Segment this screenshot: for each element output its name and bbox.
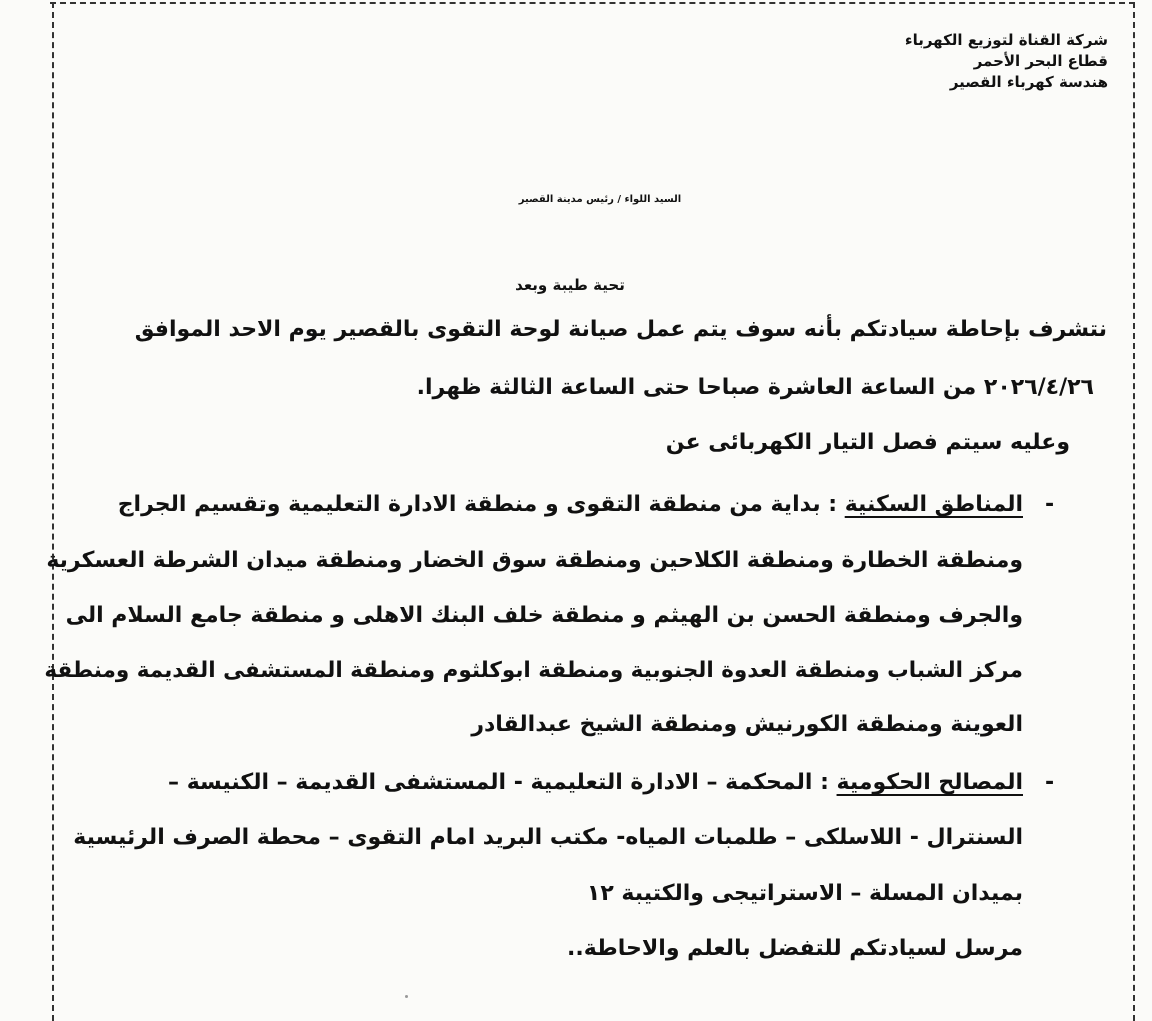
residential-line: مركز الشباب ومنطقة العدوة الجنوبية ومنطقة ابوكلثوم ومنطقة المستشفى القديمة ومنطقة xyxy=(44,658,1023,683)
bullet-government: - xyxy=(1045,770,1055,795)
cutoff-line: وعليه سيتم فصل التيار الكهربائى عن xyxy=(665,430,1070,455)
residential-first-text: : بداية من منطقة التقوى و منطقة الادارة التعليمية وتقسيم الجراج xyxy=(117,492,845,517)
residential-heading: المناطق السكنية xyxy=(844,492,1023,517)
residential-first-line xyxy=(118,489,1023,521)
intro-line-1: نتشرف بإحاطة سيادتكم بأنه سوف يتم عمل صيانة لوحة التقوى بالقصير يوم الاحد الموافق xyxy=(134,317,1107,342)
organization-header xyxy=(905,30,1108,93)
closing-line: مرسل لسيادتكم للتفضل بالعلم والاحاطة.. xyxy=(567,936,1023,961)
dashed-frame-left xyxy=(52,2,54,1021)
paper-speck xyxy=(405,995,408,998)
residential-line: العوينة ومنطقة الكورنيش ومنطقة الشيخ عبدالقادر xyxy=(471,712,1023,737)
addressee-title: السيد اللواء / رئيس مدينة القصير xyxy=(518,194,682,205)
government-line: السنترال - اللاسلكى – طلمبات المياه- مكتب البريد امام التقوى – محطة الصرف الرئيسية xyxy=(73,825,1023,850)
org-sector: قطاع البحر الأحمر xyxy=(973,52,1108,70)
intro-line-2: ٢٠٢٦/٤/٢٦ من الساعة العاشرة صباحا حتى الساعة الثالثة ظهرا. xyxy=(416,375,1094,400)
government-heading: المصالح الحكومية xyxy=(836,770,1023,795)
greeting: تحية طيبة وبعد xyxy=(515,276,625,294)
dashed-frame-top xyxy=(50,2,1135,4)
dashed-frame-right xyxy=(1133,2,1135,1021)
org-department: هندسة كهرباء القصير xyxy=(949,73,1108,91)
bullet-residential: - xyxy=(1045,492,1055,517)
government-first-text: : المحكمة – الادارة التعليمية - المستشفى القديمة – الكنيسة – xyxy=(168,770,837,795)
government-line: بميدان المسلة – الاستراتيجى والكتيبة ١٢ xyxy=(586,881,1023,906)
org-company: شركة القناة لتوزيع الكهرباء xyxy=(904,31,1108,49)
government-first-line xyxy=(168,767,1023,799)
residential-line: والجرف ومنطقة الحسن بن الهيثم و منطقة خلف البنك الاهلى و منطقة جامع السلام الى xyxy=(65,603,1023,628)
residential-line: ومنطقة الخطارة ومنطقة الكلاحين ومنطقة سوق الخضار ومنطقة ميدان الشرطة العسكرية xyxy=(46,548,1023,573)
